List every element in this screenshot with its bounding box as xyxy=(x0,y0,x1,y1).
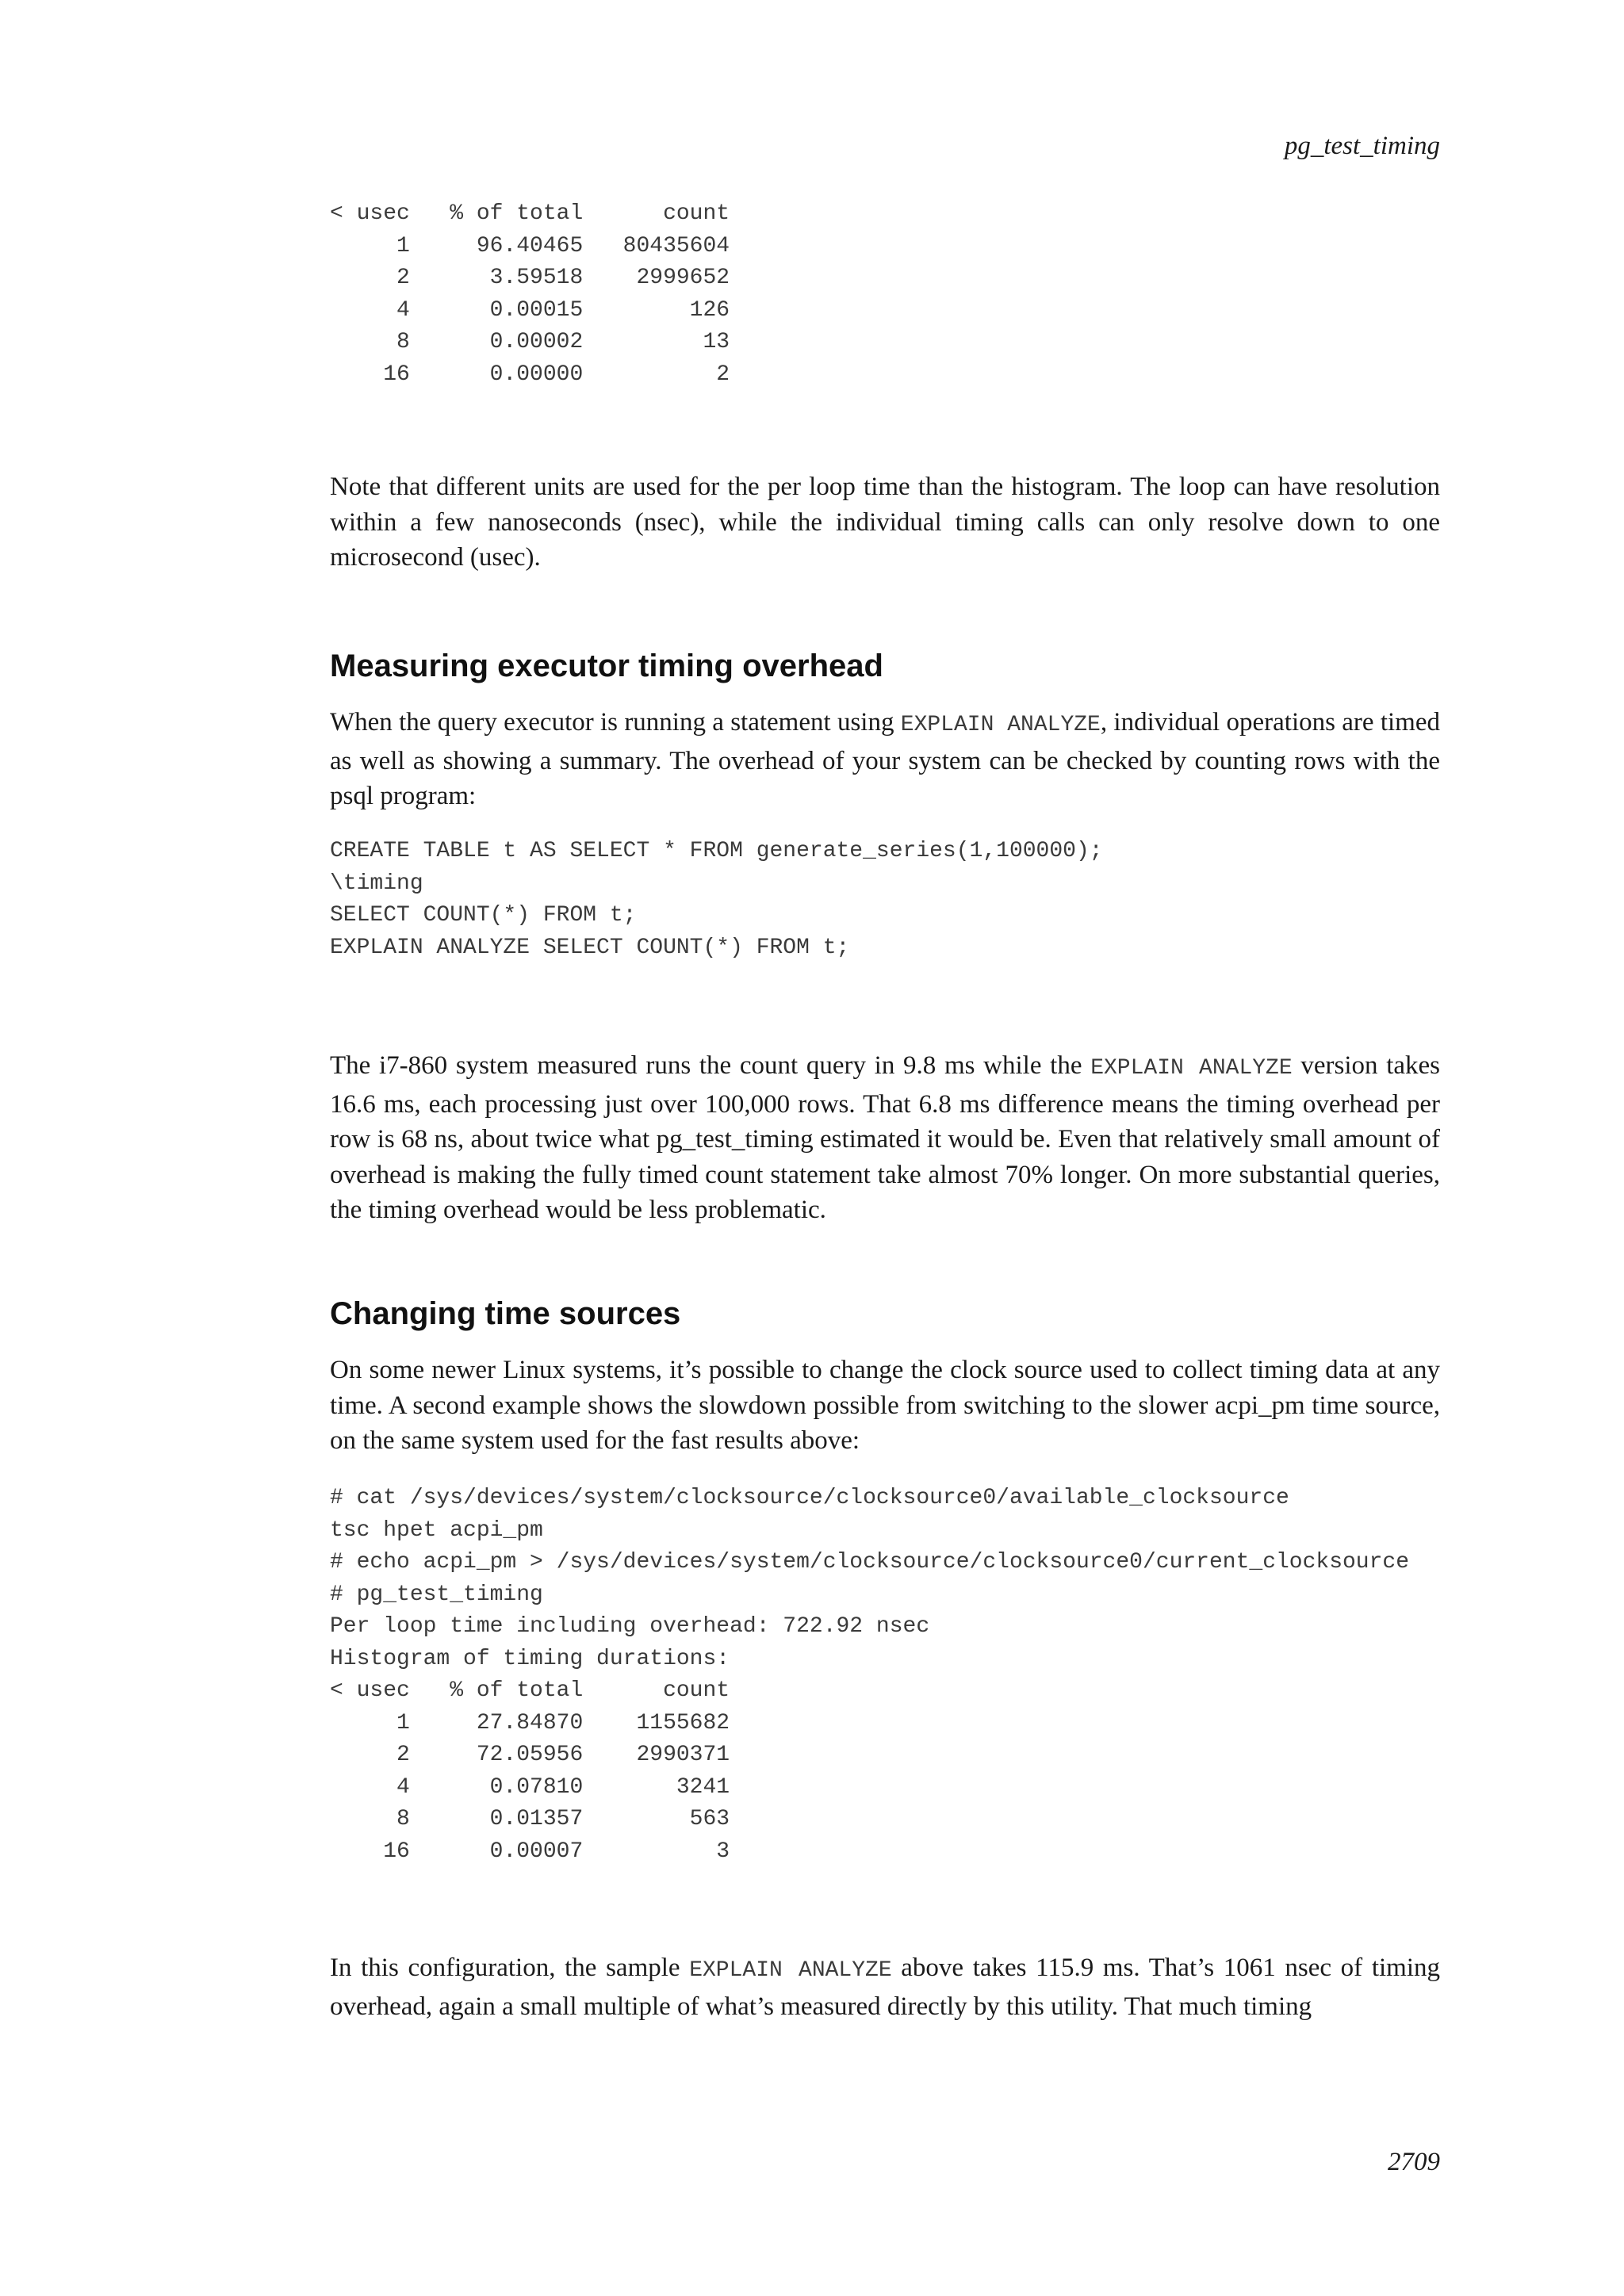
configuration-result-paragraph: In this configuration, the sample EXPLAIN ANALYZE above takes 115.9 ms. That’s 1061 nsec of timing overhead, again a small multiple of what’s measured directly by this utility. That much timing xyxy=(330,1954,1440,2021)
page-number: 2709 xyxy=(1388,2148,1440,2176)
inline-code: EXPLAIN ANALYZE xyxy=(1090,1056,1293,1081)
executor-intro-paragraph: When the query executor is running a statement using EXPLAIN ANALYZE, individual operations are timed as well as showing a summary. The overhead of your system can be checked by counting rows with the psql program: xyxy=(330,708,1440,811)
section-heading-executor-overhead: Measuring executor timing overhead xyxy=(330,649,883,683)
executor-result-paragraph: The i7-860 system measured runs the count query in 9.8 ms while the EXPLAIN ANALYZE version takes 16.6 ms, each processing just over 100,000 rows. That 6.8 ms difference means the timing overhead per row is 68 ns, about twice what pg_test_timing estimated it would be. Even that relatively small amount of overhead is making the fully timed count statement take almost 70% longer. On more substantial queries, the timing overhead would be less problematic. xyxy=(330,1051,1441,1225)
sql-code-block: CREATE TABLE t AS SELECT * FROM generate_series(1,100000); \timing SELECT COUNT(*) FROM t; EXPLAIN ANALYZE SELECT COUNT(*) FROM t; xyxy=(330,839,1103,960)
units-note-paragraph: Note that different units are used for the per loop time than the histogram. The loop can have resolution within a few nanoseconds (nsec), while the individual timing calls can only resolve down to one microsecond (usec). xyxy=(330,473,1440,572)
time-sources-intro-paragraph: On some newer Linux systems, it’s possible to change the clock source used to collect timing data at any time. A second example shows the slowdown possible from switching to the slower acpi_pm time source, on the same system used for the fast results above: xyxy=(330,1356,1440,1456)
inline-code: EXPLAIN ANALYZE xyxy=(900,713,1101,737)
section-heading-time-sources: Changing time sources xyxy=(330,1296,681,1331)
histogram-output-tsc: < usec % of total count 1 96.40465 80435604 2 3.59518 2999652 4 0.00015 126 8 0.00002 13 16 0.00000 2 xyxy=(330,201,730,387)
running-header: pg_test_timing xyxy=(1284,132,1440,160)
clocksource-shell-output: # cat /sys/devices/system/clocksource/clocksource0/available_clocksource tsc hpet acpi_pm # echo acpi_pm > /sys/devices/system/clocksource/clocksource0/current_clocksource # pg_test_timing Per loop time including overhead: 722.92 nsec Histogram of timing durations: < usec % of total count 1 27.84870 1155682 2 72.05956 2990371 4 0.07810 3241 8 0.01357 563 16 0.00007 3 xyxy=(330,1486,1410,1864)
inline-code: EXPLAIN ANALYZE xyxy=(689,1958,892,1983)
document-page xyxy=(330,0,1440,2296)
